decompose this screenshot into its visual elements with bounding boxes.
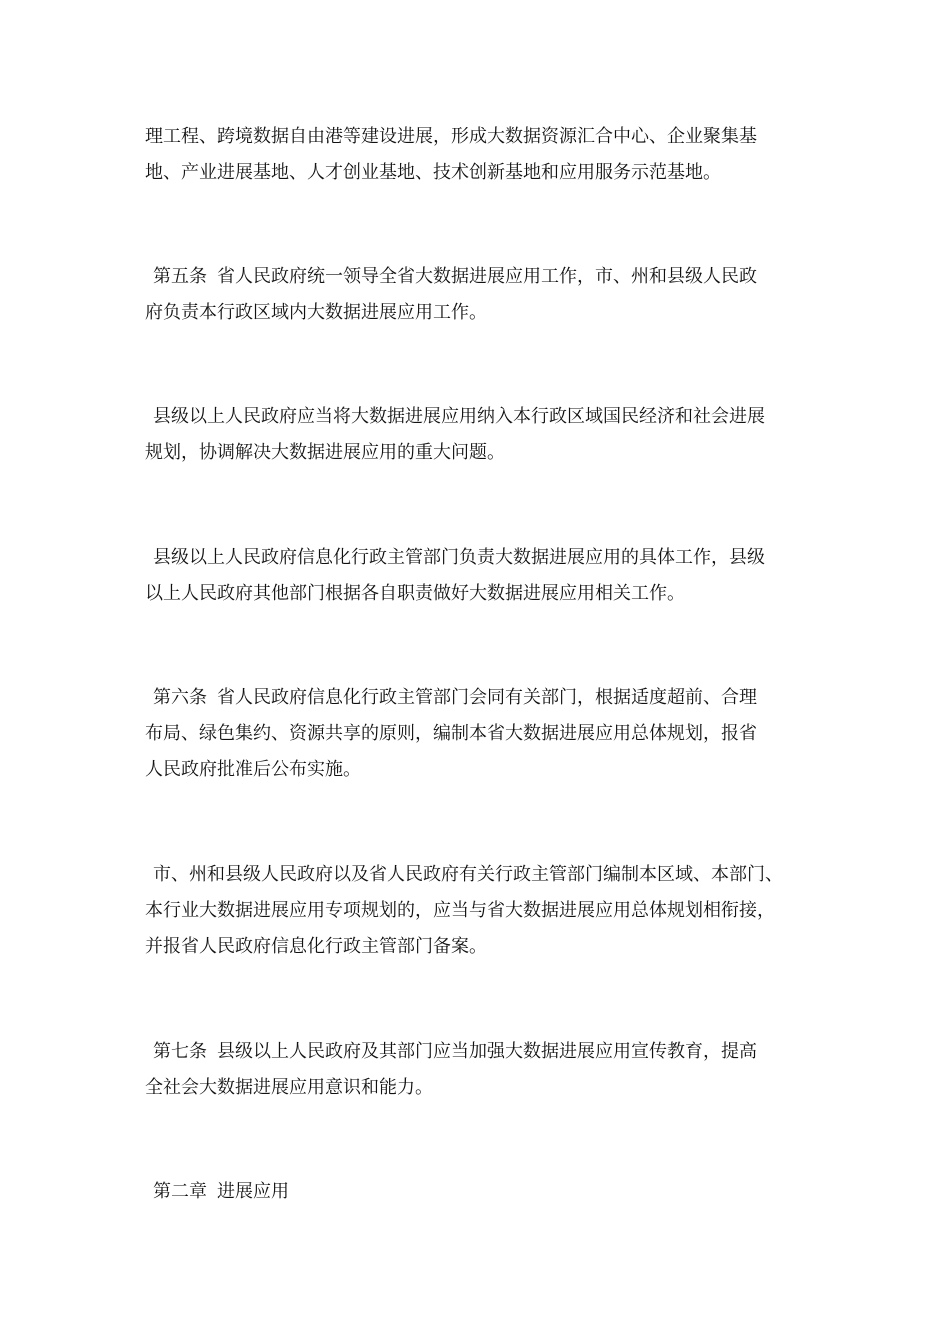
- paragraph-4: [145, 540, 825, 612]
- article-text: 县级以上人民政府及其部门应当加强大数据进展应用宣传教育，提高: [217, 1041, 757, 1062]
- paragraph-1: [145, 119, 825, 191]
- article-text: 省人民政府信息化行政主管部门会同有关部门，根据适度超前、合理: [217, 687, 757, 708]
- text-line: [145, 1174, 825, 1210]
- paragraph-article-6: [145, 680, 825, 788]
- text-line: 并报省人民政府信息化行政主管部门备案。: [145, 936, 487, 957]
- article-text: 省人民政府统一领导全省大数据进展应用工作，市、州和县级人民政: [217, 266, 757, 287]
- text-line: 布局、绿色集约、资源共享的原则，编制本省大数据进展应用总体规划，报省: [145, 723, 757, 744]
- text-line: 全社会大数据进展应用意识和能力。: [145, 1077, 433, 1098]
- text-line: [145, 1034, 825, 1070]
- paragraph-6: [145, 857, 825, 965]
- text-line: 以上人民政府其他部门根据各自职责做好大数据进展应用相关工作。: [145, 583, 685, 604]
- paragraph-article-5: [145, 259, 825, 331]
- chapter-heading: [145, 1174, 825, 1210]
- text-line: 本行业大数据进展应用专项规划的，应当与省大数据进展应用总体规划相衔接，: [145, 900, 775, 921]
- text-line: 县级以上人民政府信息化行政主管部门负责大数据进展应用的具体工作，县级: [153, 547, 765, 568]
- chapter-title: 进展应用: [217, 1181, 289, 1202]
- text-line: 理工程、跨境数据自由港等建设进展，形成大数据资源汇合中心、企业聚集基: [145, 126, 757, 147]
- text-line: 规划，协调解决大数据进展应用的重大问题。: [145, 442, 505, 463]
- text-line: 县级以上人民政府应当将大数据进展应用纳入本行政区域国民经济和社会进展: [153, 406, 765, 427]
- text-line: 地、产业进展基地、人才创业基地、技术创新基地和应用服务示范基地。: [145, 162, 721, 183]
- article-heading: 第五条: [153, 266, 207, 287]
- text-line: [145, 259, 825, 295]
- paragraph-3: [145, 399, 825, 471]
- chapter-number: 第二章: [153, 1181, 207, 1202]
- text-line: 人民政府批准后公布实施。: [145, 759, 361, 780]
- text-line: 府负责本行政区域内大数据进展应用工作。: [145, 302, 487, 323]
- text-line: [145, 680, 825, 716]
- article-heading: 第六条: [153, 687, 207, 708]
- article-heading: 第七条: [153, 1041, 207, 1062]
- paragraph-article-7: [145, 1034, 825, 1106]
- text-line: 市、州和县级人民政府以及省人民政府有关行政主管部门编制本区域、本部门、: [153, 864, 783, 885]
